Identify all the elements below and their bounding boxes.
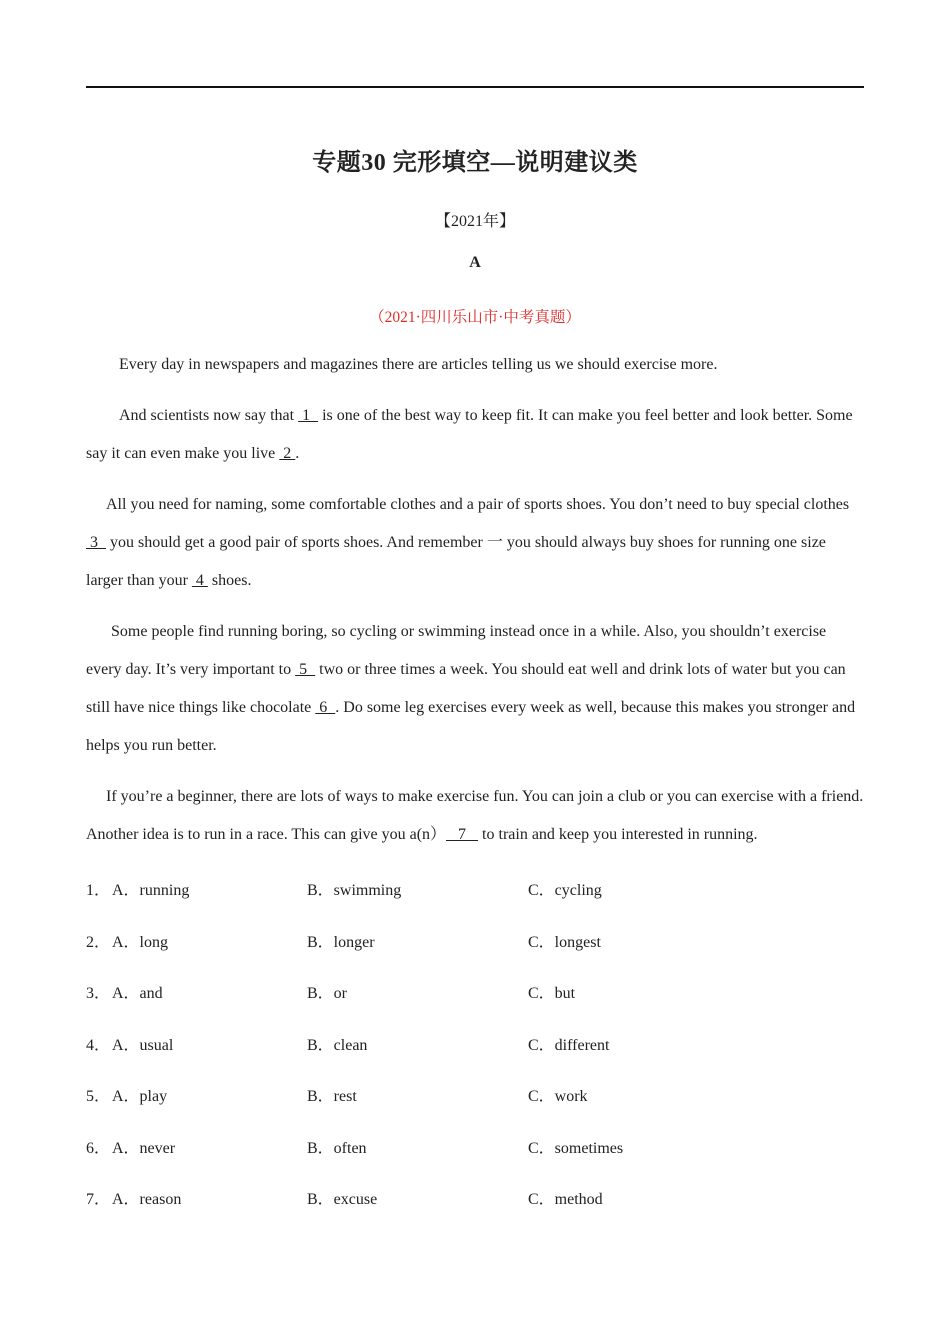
option-c[interactable]: C．method: [528, 1191, 603, 1208]
blank-5: 5: [295, 661, 316, 678]
page-title: 专题30 完形填空—说明建议类: [312, 150, 638, 176]
option-a[interactable]: A．play: [112, 1088, 168, 1105]
blank-6: 6: [315, 699, 336, 716]
paragraph-3: All you need for naming, some comfortable clothes and a pair of sports shoes. You don’t need to buy special clothes 3 you should get a good pair of sports shoes. And remember 一 you should always buy shoes for running one size larger than your 4 shoes.: [86, 496, 850, 589]
part-label: A: [469, 254, 481, 271]
question-number: 6．: [86, 1140, 111, 1157]
blank-7: 7: [446, 826, 479, 843]
blank-3: 3: [86, 534, 106, 551]
question-2: [86, 929, 864, 955]
question-number: 5．: [86, 1088, 111, 1105]
option-b[interactable]: B．rest: [307, 1088, 357, 1105]
option-c[interactable]: C．different: [528, 1037, 610, 1054]
option-a[interactable]: A．usual: [112, 1037, 174, 1054]
blank-4: 4: [191, 572, 208, 589]
option-a[interactable]: A．long: [112, 934, 169, 951]
option-a[interactable]: A．never: [112, 1140, 176, 1157]
option-c[interactable]: C．but: [528, 985, 576, 1002]
question-number: 4．: [86, 1037, 111, 1054]
blank-2: 2: [279, 445, 296, 462]
paragraph-5: If you’re a beginner, there are lots of ways to make exercise fun. You can join a club or you can exercise with a friend. Another idea is to run in a race. This can give you a(n） 7 to train and keep you interested in running.: [86, 788, 864, 843]
option-a[interactable]: A．and: [112, 985, 163, 1002]
option-a[interactable]: A．reason: [112, 1191, 182, 1208]
question-5: [86, 1083, 864, 1109]
question-number: 1．: [86, 882, 111, 899]
paragraph-2: And scientists now say that 1 is one of the best way to keep fit. It can make you feel better and look better. Some say it can even make you live 2 .: [86, 407, 853, 462]
question-number: 7．: [86, 1191, 111, 1208]
option-c[interactable]: C．sometimes: [528, 1140, 624, 1157]
question-6: [86, 1135, 864, 1161]
paragraph-4: Some people find running boring, so cycling or swimming instead once in a while. Also, you shouldn’t exercise every day. It’s very important to 5 two or three times a week. You should eat well and drink lots of water but you can still have nice things like chocolate 6 . Do some leg exercises every week as well, because this makes you stronger and helps you run better.: [86, 623, 856, 754]
option-b[interactable]: B．swimming: [307, 882, 402, 899]
option-b[interactable]: B．often: [307, 1140, 367, 1157]
option-b[interactable]: B．excuse: [307, 1191, 378, 1208]
option-a[interactable]: A．running: [112, 882, 190, 899]
option-b[interactable]: B．longer: [307, 934, 375, 951]
year-heading: 【2021年】: [434, 213, 515, 230]
question-7: [86, 1186, 864, 1212]
question-3: [86, 980, 864, 1006]
question-number: 2．: [86, 934, 111, 951]
option-c[interactable]: C．work: [528, 1088, 588, 1105]
question-1: [86, 877, 864, 903]
question-number: 3．: [86, 985, 111, 1002]
option-b[interactable]: B．or: [307, 985, 348, 1002]
header-rule: [86, 86, 864, 88]
question-4: [86, 1032, 864, 1058]
option-c[interactable]: C．cycling: [528, 882, 602, 899]
paragraph-1: Every day in newspapers and magazines there are articles telling us we should exercise more.: [119, 356, 718, 373]
blank-1: 1: [298, 407, 319, 424]
source-note: （2021·四川乐山市·中考真题）: [369, 309, 581, 326]
option-b[interactable]: B．clean: [307, 1037, 368, 1054]
option-c[interactable]: C．longest: [528, 934, 601, 951]
